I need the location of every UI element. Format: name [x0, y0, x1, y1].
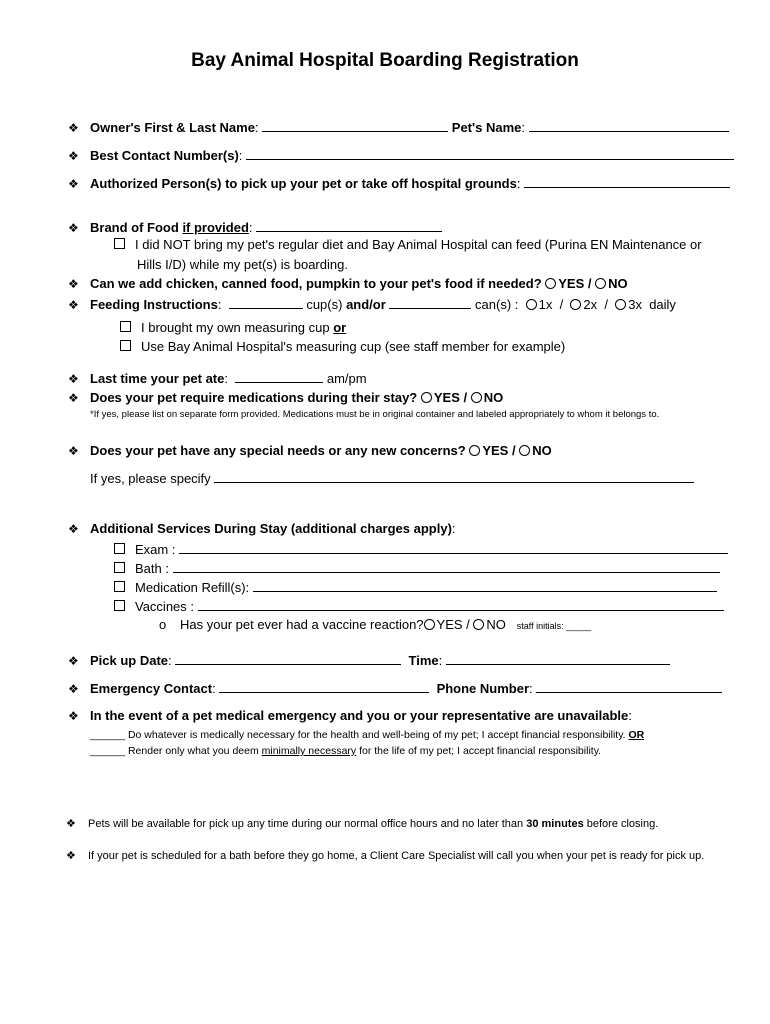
option-2-initials[interactable]: ______ [90, 745, 126, 757]
owner-name-label: Owner's First & Last Name [90, 120, 255, 135]
bullet-icon: ❖ [66, 818, 76, 830]
owner-name-field[interactable] [262, 119, 448, 132]
own-cup-row [120, 320, 346, 336]
no-label: NO [486, 617, 506, 632]
reaction-row [159, 617, 591, 634]
form-title: Bay Animal Hospital Boarding Registration [191, 50, 579, 71]
bullet-icon: ❖ [68, 277, 79, 291]
vaccines-label: Vaccines : [135, 599, 195, 614]
meds-question: Does your pet require medications during their stay? [90, 390, 418, 405]
bullet-icon: ❖ [68, 709, 79, 723]
daily-label: daily [649, 297, 676, 312]
feeding-row: ❖ Feeding Instructions: cup(s) and/or can(s) : 1x / 2x / 3x daily [68, 297, 676, 312]
note-1-bold: 30 minutes [526, 818, 584, 830]
meds-no-radio[interactable] [471, 392, 482, 403]
special-question: Does your pet have any special needs or any new concerns? [90, 443, 466, 458]
vaccines-field[interactable] [198, 598, 724, 611]
not-bring-text-2: Hills I/D) while my pet(s) is boarding. [137, 257, 348, 272]
last-ate-label: Last time your pet ate [90, 371, 225, 386]
option-1-or: OR [628, 729, 645, 741]
add-food-no-radio[interactable] [595, 278, 606, 289]
special-no-radio[interactable] [519, 445, 530, 456]
refill-field[interactable] [253, 579, 717, 592]
sub-bullet: o [159, 617, 167, 632]
pickup-row: ❖ Pick up Date: Time: [68, 652, 670, 669]
option-2-underlined: minimally necessary [261, 745, 357, 757]
add-food-row [68, 276, 628, 292]
brand-row: ❖ Brand of Food if provided: [68, 219, 442, 236]
authorized-label: Authorized Person(s) to pick up your pet or take off hospital grounds [90, 176, 517, 191]
note-1-post: before closing. [583, 818, 659, 830]
yes-label: YES [558, 276, 585, 291]
meds-note-row [90, 407, 659, 423]
freq-2x-label: 2x [583, 297, 598, 312]
and-or-label: and/or [346, 297, 386, 312]
freq-1x-radio[interactable] [526, 299, 537, 310]
staff-initials: staff initials: _____ [516, 621, 592, 631]
meds-row [68, 390, 503, 406]
authorized-row: ❖ Authorized Person(s) to pick up your pet or take off hospital grounds: [68, 175, 730, 192]
special-yes-radio[interactable] [469, 445, 480, 456]
pet-name-label: Pet's Name [451, 120, 522, 135]
bath-row [114, 560, 720, 577]
exam-label: Exam : [135, 542, 176, 557]
bath-label: Bath : [135, 561, 169, 576]
bath-field[interactable] [173, 560, 720, 573]
specify-field[interactable] [214, 470, 694, 483]
pickup-date-label: Pick up Date [90, 653, 169, 668]
not-bring-checkbox[interactable] [114, 238, 125, 249]
no-label: NO [483, 390, 504, 405]
authorized-field[interactable] [524, 175, 730, 188]
contact-row: ❖ Best Contact Number(s): [68, 147, 734, 164]
bullet-icon: ❖ [68, 372, 79, 386]
bullet-icon: ❖ [68, 149, 79, 163]
freq-2x-radio[interactable] [570, 299, 581, 310]
yes-label: YES [433, 390, 460, 405]
bullet-icon: ❖ [68, 121, 79, 135]
services-heading: Additional Services During Stay (additional charges apply) [90, 521, 452, 536]
own-cup-checkbox[interactable] [120, 321, 131, 332]
cups-field[interactable] [229, 296, 303, 309]
bullet-icon: ❖ [68, 522, 79, 536]
hospital-cup-checkbox[interactable] [120, 340, 131, 351]
bullet-icon: ❖ [68, 298, 79, 312]
meds-note: *If yes, please list on separate form provided. Medications must be in original container and labeled appropriately to whom it belongs to. [90, 409, 660, 420]
option-1-text: Do whatever is medically necessary for the health and well-being of my pet; I accept financial responsibility. [125, 729, 629, 741]
bath-checkbox[interactable] [114, 562, 125, 573]
specify-row [90, 470, 694, 487]
option-2-text-post: for the life of my pet; I accept financial responsibility. [356, 745, 602, 757]
bullet-icon: ❖ [68, 221, 79, 235]
services-heading-row: ❖ Additional Services During Stay (additional charges apply): [68, 521, 456, 536]
not-bring-row [114, 237, 702, 253]
last-ate-field[interactable] [235, 370, 323, 383]
reaction-question: Has your pet ever had a vaccine reaction? [180, 617, 424, 632]
contact-label: Best Contact Number(s) [90, 148, 239, 163]
reaction-yes-radio[interactable] [424, 619, 435, 630]
slash: / [584, 276, 596, 291]
bullet-icon: ❖ [68, 177, 79, 191]
note-2-text: If your pet is scheduled for a bath before they go home, a Client Care Specialist will call you when your pet is ready for pick up. [88, 850, 705, 862]
owner-row: ❖ Owner's First & Last Name: Pet's Name: [68, 119, 729, 136]
note-1-pre: Pets will be available for pick up any time during our normal office hours and no later than [88, 818, 527, 830]
phone-field[interactable] [536, 680, 722, 693]
emergency-label: Emergency Contact [90, 681, 213, 696]
bullet-icon: ❖ [68, 391, 79, 405]
add-food-question: Can we add chicken, canned food, pumpkin to your pet's food if needed? [90, 276, 542, 291]
bullet-icon: ❖ [68, 682, 79, 696]
brand-field[interactable] [256, 219, 442, 232]
emergency-row: ❖ Emergency Contact: Phone Number: [68, 680, 722, 697]
footer-note-2 [66, 848, 704, 864]
pet-name-field[interactable] [529, 119, 729, 132]
medical-heading: In the event of a pet medical emergency and you or your representative are unavailable [90, 708, 629, 723]
own-cup-or: or [333, 320, 347, 335]
feeding-label: Feeding Instructions [90, 297, 218, 312]
medical-option-1 [90, 727, 644, 743]
pickup-date-field[interactable] [175, 652, 401, 665]
slash: / [462, 617, 474, 632]
cans-label: can(s) : [475, 297, 519, 312]
option-2-text-pre: Render only what you deem [125, 745, 262, 757]
refill-label: Medication Refill(s): [135, 580, 250, 595]
own-cup-text: I brought my own measuring cup [141, 320, 334, 335]
slash: / [459, 390, 471, 405]
emergency-field[interactable] [219, 680, 429, 693]
no-label: NO [608, 276, 628, 291]
freq-1x-label: 1x [538, 297, 553, 312]
exam-checkbox[interactable] [114, 543, 125, 554]
freq-3x-radio[interactable] [615, 299, 626, 310]
special-row [68, 443, 552, 459]
vaccines-row [114, 598, 724, 615]
slash: / [508, 443, 520, 458]
freq-3x-label: 3x [628, 297, 642, 312]
cans-field[interactable] [389, 296, 471, 309]
hospital-cup-row [120, 339, 565, 355]
yes-label: YES [482, 443, 509, 458]
bullet-icon: ❖ [68, 444, 79, 458]
medical-option-2 [90, 743, 601, 759]
refill-row [114, 579, 717, 596]
vaccines-checkbox[interactable] [114, 600, 125, 611]
refill-checkbox[interactable] [114, 581, 125, 592]
cups-label: cup(s) [306, 297, 343, 312]
last-ate-row: ❖ Last time your pet ate: am/pm [68, 371, 367, 386]
pickup-time-field[interactable] [446, 652, 670, 665]
no-label: NO [532, 443, 552, 458]
bullet-icon: ❖ [68, 654, 79, 668]
hospital-cup-text: Use Bay Animal Hospital's measuring cup (see staff member for example) [141, 339, 566, 354]
am-pm-label: am/pm [326, 371, 367, 386]
phone-label: Phone Number [436, 681, 530, 696]
exam-field[interactable] [179, 541, 728, 554]
footer-note-1 [66, 816, 658, 832]
contact-field[interactable] [246, 147, 734, 160]
not-bring-row-2 [137, 257, 348, 273]
exam-row [114, 541, 728, 558]
medical-heading-row: ❖ In the event of a pet medical emergency and you or your representative are unavailable: [68, 708, 632, 723]
bullet-icon: ❖ [66, 850, 76, 862]
option-1-initials[interactable]: ______ [90, 729, 126, 741]
add-food-yes-radio[interactable] [545, 278, 556, 289]
pickup-time-label: Time [408, 653, 439, 668]
brand-label-underlined: if provided [182, 220, 249, 235]
yes-label: YES [436, 617, 463, 632]
not-bring-text-1: I did NOT bring my pet's regular diet and Bay Animal Hospital can feed (Purina EN Maintenance or [135, 237, 702, 252]
meds-yes-radio[interactable] [421, 392, 432, 403]
reaction-no-radio[interactable] [473, 619, 484, 630]
specify-label: If yes, please specify [90, 471, 211, 486]
brand-label-pre: Brand of Food [90, 220, 183, 235]
